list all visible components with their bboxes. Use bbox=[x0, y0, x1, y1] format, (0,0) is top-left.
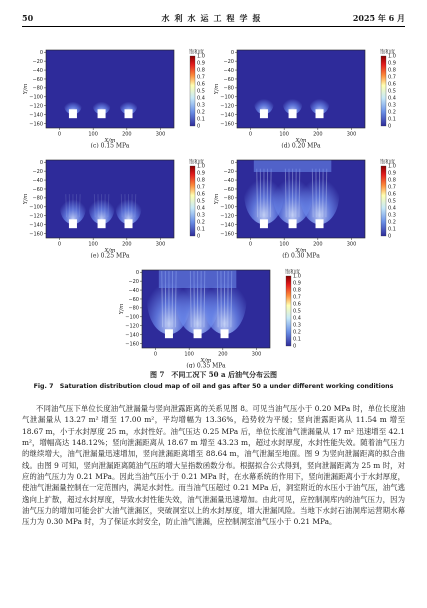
colorbar-title: 饱和度 bbox=[189, 49, 205, 56]
y-tick-label: −60 bbox=[128, 296, 139, 303]
cavern bbox=[165, 329, 173, 338]
x-axis-label: X/m bbox=[200, 358, 212, 364]
y-tick-label: −20 bbox=[32, 168, 43, 175]
colorbar-title: 饱和度 bbox=[189, 159, 205, 166]
y-tick-label: 0 bbox=[39, 160, 43, 167]
y-axis-label: Y/m bbox=[119, 303, 125, 315]
colorbar-tick: 0.7 bbox=[388, 184, 396, 191]
x-axis-label: X/m bbox=[295, 248, 307, 254]
colorbar-tick: 1.0 bbox=[197, 163, 205, 170]
y-axis-label: Y/m bbox=[214, 193, 220, 205]
plume-layer bbox=[60, 191, 141, 224]
y-tick-label: −140 bbox=[220, 222, 234, 229]
x-tick-label: 100 bbox=[88, 241, 98, 248]
colorbar-tick: 0.9 bbox=[197, 60, 205, 67]
colorbar-tick: 0.4 bbox=[197, 205, 205, 212]
colorbar bbox=[190, 56, 195, 126]
y-tick-label: −140 bbox=[125, 332, 139, 339]
colorbar-tick: 0.9 bbox=[388, 170, 396, 177]
cavern bbox=[221, 329, 229, 338]
y-tick-label: −60 bbox=[32, 186, 43, 193]
colorbar bbox=[381, 56, 386, 126]
colorbar-tick: 0 bbox=[197, 233, 201, 240]
cavern bbox=[260, 109, 268, 118]
x-tick-label: 0 bbox=[57, 131, 62, 138]
cavern bbox=[194, 329, 202, 338]
colorbar-tick: 0.3 bbox=[388, 212, 396, 219]
x-tick-label: 200 bbox=[313, 241, 323, 248]
colorbar-tick: 0.2 bbox=[197, 109, 205, 116]
colorbar-tick: 0.7 bbox=[388, 74, 396, 81]
y-tick-label: −120 bbox=[29, 213, 43, 220]
figure-caption-en: Fig. 7 Saturation distribution cloud map of oil and gas after 50 a under different working conditions bbox=[33, 383, 394, 390]
colorbar-tick: 0 bbox=[388, 123, 392, 130]
colorbar-tick: 1.0 bbox=[197, 53, 205, 60]
x-tick-label: 300 bbox=[346, 131, 357, 138]
y-tick-label: −20 bbox=[223, 168, 234, 175]
y-tick-label: −40 bbox=[32, 67, 43, 74]
y-tick-label: −60 bbox=[223, 76, 234, 83]
plume-layer bbox=[147, 265, 247, 334]
y-tick-label: −80 bbox=[128, 305, 139, 312]
colorbar-tick: 1.0 bbox=[388, 163, 396, 170]
colorbar-tick: 0 bbox=[293, 343, 297, 350]
colorbar-tick: 0.1 bbox=[388, 226, 396, 233]
y-axis-label: Y/m bbox=[214, 83, 220, 95]
colorbar-tick: 0.8 bbox=[197, 67, 205, 74]
colorbar-tick: 0.5 bbox=[388, 198, 396, 205]
y-tick-label: −100 bbox=[220, 94, 234, 101]
y-tick-label: −40 bbox=[223, 67, 234, 74]
y-tick-label: −160 bbox=[29, 231, 43, 238]
y-tick-label: −120 bbox=[220, 213, 234, 220]
colorbar-tick: 0.1 bbox=[388, 116, 396, 123]
colorbar-tick: 1.0 bbox=[388, 53, 396, 60]
panel-g bbox=[118, 260, 310, 368]
colorbar-tick: 0 bbox=[197, 123, 201, 130]
colorbar-tick: 0.4 bbox=[293, 315, 301, 322]
x-tick-label: 0 bbox=[153, 351, 158, 358]
colorbar-tick: 0.2 bbox=[388, 219, 396, 226]
cavern bbox=[316, 219, 324, 228]
y-tick-label: 0 bbox=[135, 270, 139, 277]
y-tick-label: −140 bbox=[29, 112, 43, 119]
y-tick-label: −20 bbox=[32, 58, 43, 65]
x-axis-label: X/m bbox=[104, 248, 116, 254]
colorbar-tick: 1.0 bbox=[293, 273, 301, 280]
y-tick-label: −120 bbox=[29, 103, 43, 110]
colorbar-tick: 0.1 bbox=[197, 116, 205, 123]
y-tick-label: −100 bbox=[125, 314, 139, 321]
plume-layer bbox=[244, 160, 339, 224]
cavern bbox=[98, 219, 106, 228]
colorbar-tick: 0.2 bbox=[293, 329, 301, 336]
colorbar-tick: 0.5 bbox=[197, 198, 205, 205]
panel-d bbox=[213, 40, 405, 148]
colorbar-tick: 0.4 bbox=[197, 95, 205, 102]
x-tick-label: 0 bbox=[57, 241, 62, 248]
y-tick-label: −80 bbox=[32, 195, 43, 202]
colorbar-tick: 0.8 bbox=[388, 177, 396, 184]
y-tick-label: 0 bbox=[230, 50, 234, 57]
page-number: 50 bbox=[22, 13, 34, 23]
surface-leak bbox=[159, 270, 236, 288]
x-tick-label: 300 bbox=[251, 351, 262, 358]
y-tick-label: −160 bbox=[220, 231, 234, 238]
x-tick-label: 0 bbox=[248, 131, 253, 138]
cavern bbox=[289, 219, 297, 228]
y-axis-label: Y/m bbox=[23, 193, 29, 205]
panel-caption: (c) 0.15 MPa bbox=[90, 142, 130, 148]
x-tick-label: 300 bbox=[155, 241, 166, 248]
y-tick-label: −40 bbox=[223, 177, 234, 184]
cavern bbox=[125, 219, 133, 228]
colorbar-tick: 0.7 bbox=[197, 184, 205, 191]
y-tick-label: −100 bbox=[29, 94, 43, 101]
y-tick-label: −20 bbox=[223, 58, 234, 65]
colorbar-tick: 0.9 bbox=[293, 280, 301, 287]
panel-caption: (f) 0.30 MPa bbox=[282, 252, 320, 258]
colorbar-tick: 0.1 bbox=[293, 336, 301, 343]
colorbar-title: 饱和度 bbox=[380, 159, 396, 166]
figure-caption-zh: 图 7 不同工况下 50 a 后油气分布云图 bbox=[150, 370, 277, 379]
x-axis-label: X/m bbox=[295, 138, 307, 144]
colorbar-tick: 0.8 bbox=[388, 67, 396, 74]
colorbar-tick: 0.6 bbox=[388, 81, 396, 88]
colorbar-tick: 0.9 bbox=[197, 170, 205, 177]
x-tick-label: 200 bbox=[122, 241, 132, 248]
y-tick-label: −160 bbox=[29, 121, 43, 128]
cavern bbox=[260, 219, 268, 228]
colorbar-tick: 0.4 bbox=[388, 205, 396, 212]
y-tick-label: 0 bbox=[39, 50, 43, 57]
cavern bbox=[98, 109, 106, 118]
colorbar-tick: 0 bbox=[388, 233, 392, 240]
colorbar-title: 饱和度 bbox=[285, 269, 301, 276]
x-tick-label: 100 bbox=[184, 351, 194, 358]
x-tick-label: 100 bbox=[88, 131, 98, 138]
y-tick-label: −160 bbox=[125, 341, 139, 348]
y-tick-label: −60 bbox=[32, 76, 43, 83]
y-tick-label: −100 bbox=[29, 204, 43, 211]
x-tick-label: 100 bbox=[279, 241, 289, 248]
cavern bbox=[316, 109, 324, 118]
x-axis-label: X/m bbox=[104, 138, 116, 144]
colorbar-tick: 0.6 bbox=[197, 81, 205, 88]
colorbar-tick: 0.5 bbox=[293, 308, 301, 315]
saturation-plot bbox=[213, 150, 405, 258]
colorbar-tick: 0.8 bbox=[293, 287, 301, 294]
panel-f bbox=[213, 150, 405, 258]
y-tick-label: −140 bbox=[29, 222, 43, 229]
colorbar-tick: 0.2 bbox=[388, 109, 396, 116]
plot-area bbox=[46, 50, 174, 128]
x-tick-label: 200 bbox=[313, 131, 323, 138]
colorbar-tick: 0.3 bbox=[388, 102, 396, 109]
journal-title: 水利水运工程学报 bbox=[161, 13, 266, 23]
x-tick-label: 0 bbox=[248, 241, 253, 248]
colorbar-tick: 0.3 bbox=[197, 212, 205, 219]
y-tick-label: 0 bbox=[230, 160, 234, 167]
x-tick-label: 200 bbox=[218, 351, 228, 358]
y-tick-label: −100 bbox=[220, 204, 234, 211]
cavern bbox=[289, 109, 297, 118]
colorbar-tick: 0.4 bbox=[388, 95, 396, 102]
colorbar-tick: 0.5 bbox=[388, 88, 396, 95]
y-tick-label: −20 bbox=[128, 278, 139, 285]
panel-e bbox=[22, 150, 214, 258]
colorbar-tick: 0.6 bbox=[197, 191, 205, 198]
running-header bbox=[22, 12, 405, 27]
y-tick-label: −60 bbox=[223, 186, 234, 193]
colorbar-tick: 0.2 bbox=[197, 219, 205, 226]
body-paragraph: 不同油气压下单位长度油气泄漏量与竖向泄露距离的关系见图 8。可见当油气压小于 0.20 MPa 时，单位长度油气泄漏量从 13.27 m² 增至 17.00 m²，平均增幅为 13.36%，趋势较为平缓；竖向泄露距离从 11.54 m 增至 18.67 m，小于水封厚度 25 m，水封性好。油气压达 0.25 MPa 后，单位长度油气泄漏量从 17 m² 迅速增至 42.1 m²，增幅高达 148.12%；竖向泄漏距离从 18.67 m 增至 43.23 m，超过水封厚度，水封性能失效。随着油气压力的继续增大，油气泄漏量迅速增加，竖向泄漏距离增至 88.64 m，油气泄漏至地面。图 9 为竖向泄漏距离的拟合曲线。由图 9 可知，竖向泄漏距离随油气压的增大呈指数函数分布。根据拟合公式得到，竖向泄漏距离为 25 m 时，对应的油气压力为 0.21 MPa。因此当油气压小于 0.21 MPa 时，在水幕系统的作用下，竖向泄漏距离小于水封厚度，使油气泄漏量控制在一定范围内，满足水封性。而当油气压超过 0.21 MPa 后，洞室附近的水压小于油气压，油气逃逸向上扩散，超过水封厚度，导致水封性能失效，油气泄漏量迅速增加。由此可见，应控制洞库内的油气压力，因为油气压力的增加可能会扩大油气泄漏区，突破洞室以上的水封厚度，增大泄漏风险。当地下水封石油洞库运营期水幕压力为 0.30 MPa 时，为了保证水封安全，防止油气泄漏，应控制洞室油气压小于 0.21 MPa。 bbox=[22, 404, 405, 527]
y-tick-label: −80 bbox=[223, 85, 234, 92]
colorbar-tick: 0.3 bbox=[197, 102, 205, 109]
colorbar bbox=[190, 166, 195, 236]
colorbar-tick: 0.8 bbox=[197, 177, 205, 184]
y-tick-label: −40 bbox=[128, 287, 139, 294]
x-tick-label: 300 bbox=[346, 241, 357, 248]
y-tick-label: −80 bbox=[223, 195, 234, 202]
saturation-plot bbox=[118, 260, 310, 368]
panel-caption: (g) 0.35 MPa bbox=[186, 362, 226, 368]
cavern bbox=[125, 109, 133, 118]
y-tick-label: −120 bbox=[125, 323, 139, 330]
x-tick-label: 300 bbox=[155, 131, 166, 138]
colorbar-tick: 0.3 bbox=[293, 322, 301, 329]
issue-date: 2025 年 6 月 bbox=[352, 13, 405, 23]
colorbar bbox=[286, 276, 291, 346]
colorbar bbox=[381, 166, 386, 236]
y-tick-label: −80 bbox=[32, 85, 43, 92]
cavern bbox=[69, 109, 77, 118]
plot-area bbox=[237, 50, 365, 128]
panel-caption: (e) 0.25 MPa bbox=[90, 252, 130, 258]
colorbar-title: 饱和度 bbox=[380, 49, 396, 56]
saturation-plot bbox=[22, 40, 214, 148]
colorbar-tick: 0.7 bbox=[293, 294, 301, 301]
y-tick-label: −140 bbox=[220, 112, 234, 119]
colorbar-tick: 0.6 bbox=[293, 301, 301, 308]
colorbar-tick: 0.9 bbox=[388, 60, 396, 67]
y-axis-label: Y/m bbox=[23, 83, 29, 95]
y-tick-label: −120 bbox=[220, 103, 234, 110]
y-tick-label: −160 bbox=[220, 121, 234, 128]
panel-c bbox=[22, 40, 214, 148]
saturation-plot bbox=[213, 40, 405, 148]
x-tick-label: 100 bbox=[279, 131, 289, 138]
colorbar-tick: 0.7 bbox=[197, 74, 205, 81]
panel-caption: (d) 0.20 MPa bbox=[281, 142, 321, 148]
colorbar-tick: 0.6 bbox=[388, 191, 396, 198]
saturation-plot bbox=[22, 150, 214, 258]
cavern bbox=[69, 219, 77, 228]
x-tick-label: 200 bbox=[122, 131, 132, 138]
surface-leak bbox=[254, 160, 331, 172]
colorbar-tick: 0.1 bbox=[197, 226, 205, 233]
y-tick-label: −40 bbox=[32, 177, 43, 184]
colorbar-tick: 0.5 bbox=[197, 88, 205, 95]
